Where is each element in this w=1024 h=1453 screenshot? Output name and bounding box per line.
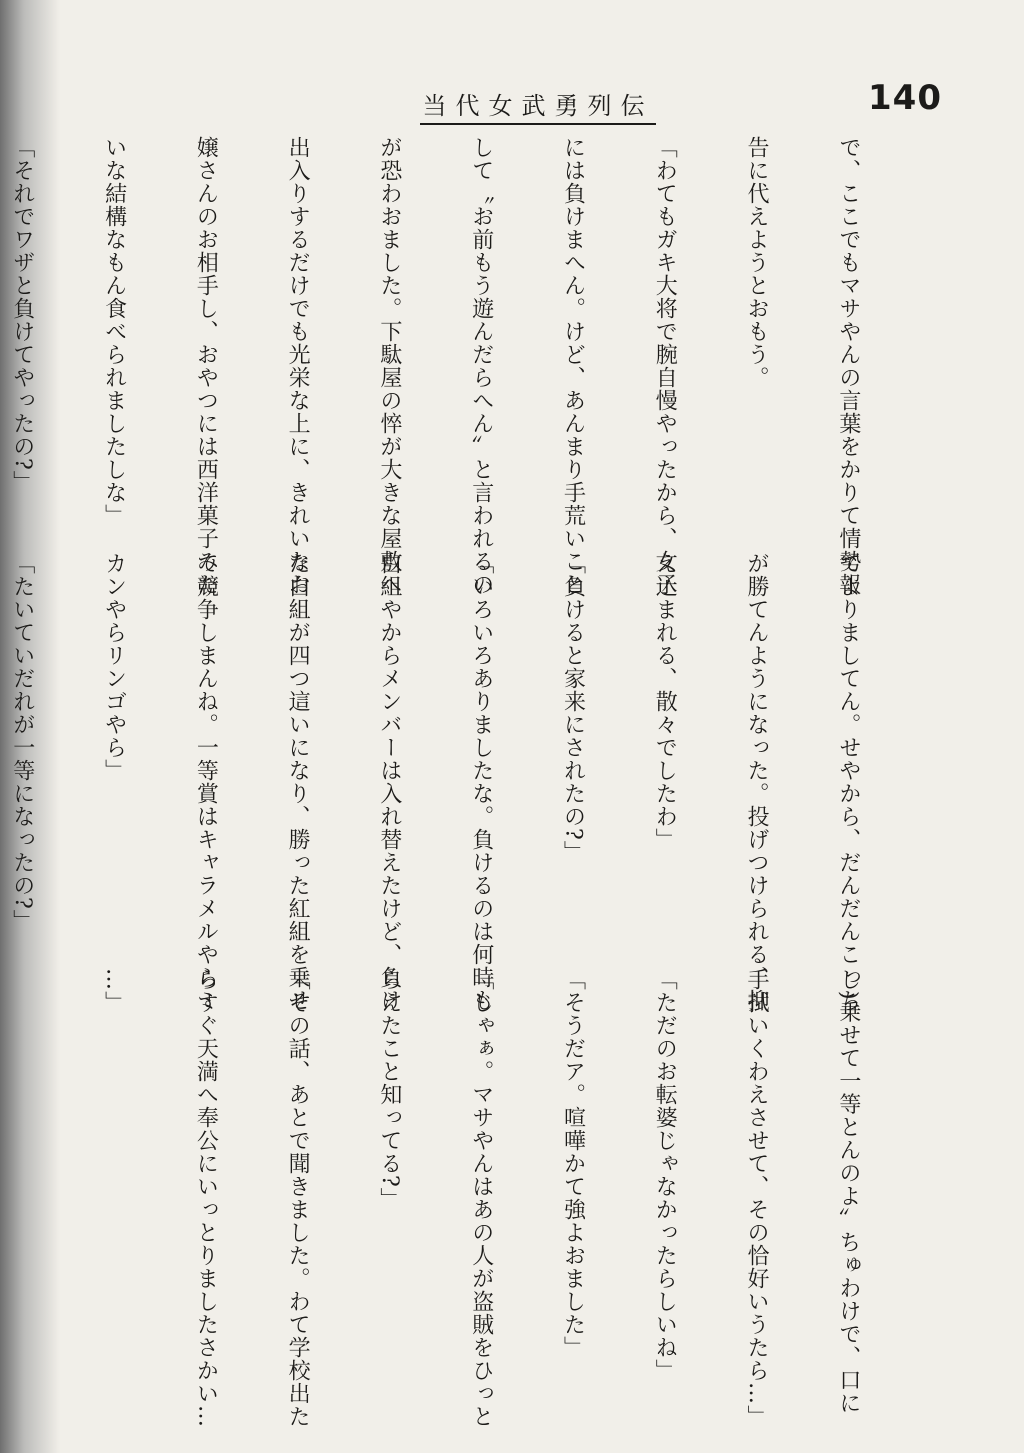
text-line: 告に代えようとおもう。 xyxy=(744,136,770,389)
text-line: 白組やからメンバーは入れ替えたけど、負け xyxy=(376,552,402,1012)
text-line: 出入りするだけでも光栄な上に、きれいなお xyxy=(285,136,311,596)
text-line: らすぐ天満へ奉公にいっとりましたさかい… xyxy=(193,968,219,1428)
text-line: 「その話、あとで聞きました。わて学校出た xyxy=(285,968,311,1428)
text-line: し)乗せて一等とんのよ〟ちゅわけで、口に xyxy=(835,968,861,1415)
text-line: た白組が四つ這いになり、勝った紅組を乗せ xyxy=(285,552,311,1012)
text-line: が恐わおました。下駄屋の悴が大きな屋敷へ xyxy=(376,136,402,596)
text-line: て競争しまんね。一等賞はキャラメルやらミ xyxy=(193,552,219,1012)
text-line: いな結構なもん食べられましたしな」 xyxy=(101,136,127,527)
text-line: 「それでワザと負けてやったの?」 xyxy=(9,136,35,494)
text-tier-middle xyxy=(0,552,924,1012)
text-tier-top xyxy=(0,136,924,596)
text-line: 「じゃぁ。マサやんはあの人が盗賊をひっと xyxy=(468,968,494,1428)
text-line: には負けまへん。けど、あんまり手荒いこと xyxy=(560,136,586,596)
text-line: 「ただのお転婆じゃなかったらしいね」 xyxy=(652,968,678,1382)
text-line: 「そうだア。喧嘩かて強よおました」 xyxy=(560,968,586,1359)
running-title: 当代女武勇列伝 xyxy=(420,86,656,125)
text-line: 嬢さんのお相手し、おやつには西洋菓子みた xyxy=(193,136,219,596)
text-line: 手拭いくわえさせて、その恰好いうたら…」 xyxy=(744,968,770,1428)
text-line: 「わてもガキ大将で腕自慢やったから、女子 xyxy=(652,136,678,596)
page-number: 140 xyxy=(868,78,942,118)
text-line: らえたこと知ってる?」 xyxy=(376,968,402,1211)
text-line: …」 xyxy=(101,968,127,1014)
text-line: 「負けると家来にされたの?」 xyxy=(560,552,586,864)
text-line: して〝お前もう遊んだらへん〟と言われるの xyxy=(468,136,494,596)
text-line: が勝てんようになった。投げつけられる、抑 xyxy=(744,552,770,1012)
text-line: 「たいていだれが一等になったの?」 xyxy=(9,552,35,933)
text-line: え込まれる、散々でしたわ」 xyxy=(652,552,678,851)
text-tier-bottom xyxy=(0,968,924,1428)
text-line: カンやらリンゴやら」 xyxy=(101,552,127,782)
text-line: 「いろいろありましたな。負けるのは何時も xyxy=(468,552,494,1012)
text-line: てよりましてん。せやから、だんだんこっち xyxy=(835,552,861,1012)
text-line: で、ここでもマサやんの言葉をかりて情勢報 xyxy=(835,136,861,596)
